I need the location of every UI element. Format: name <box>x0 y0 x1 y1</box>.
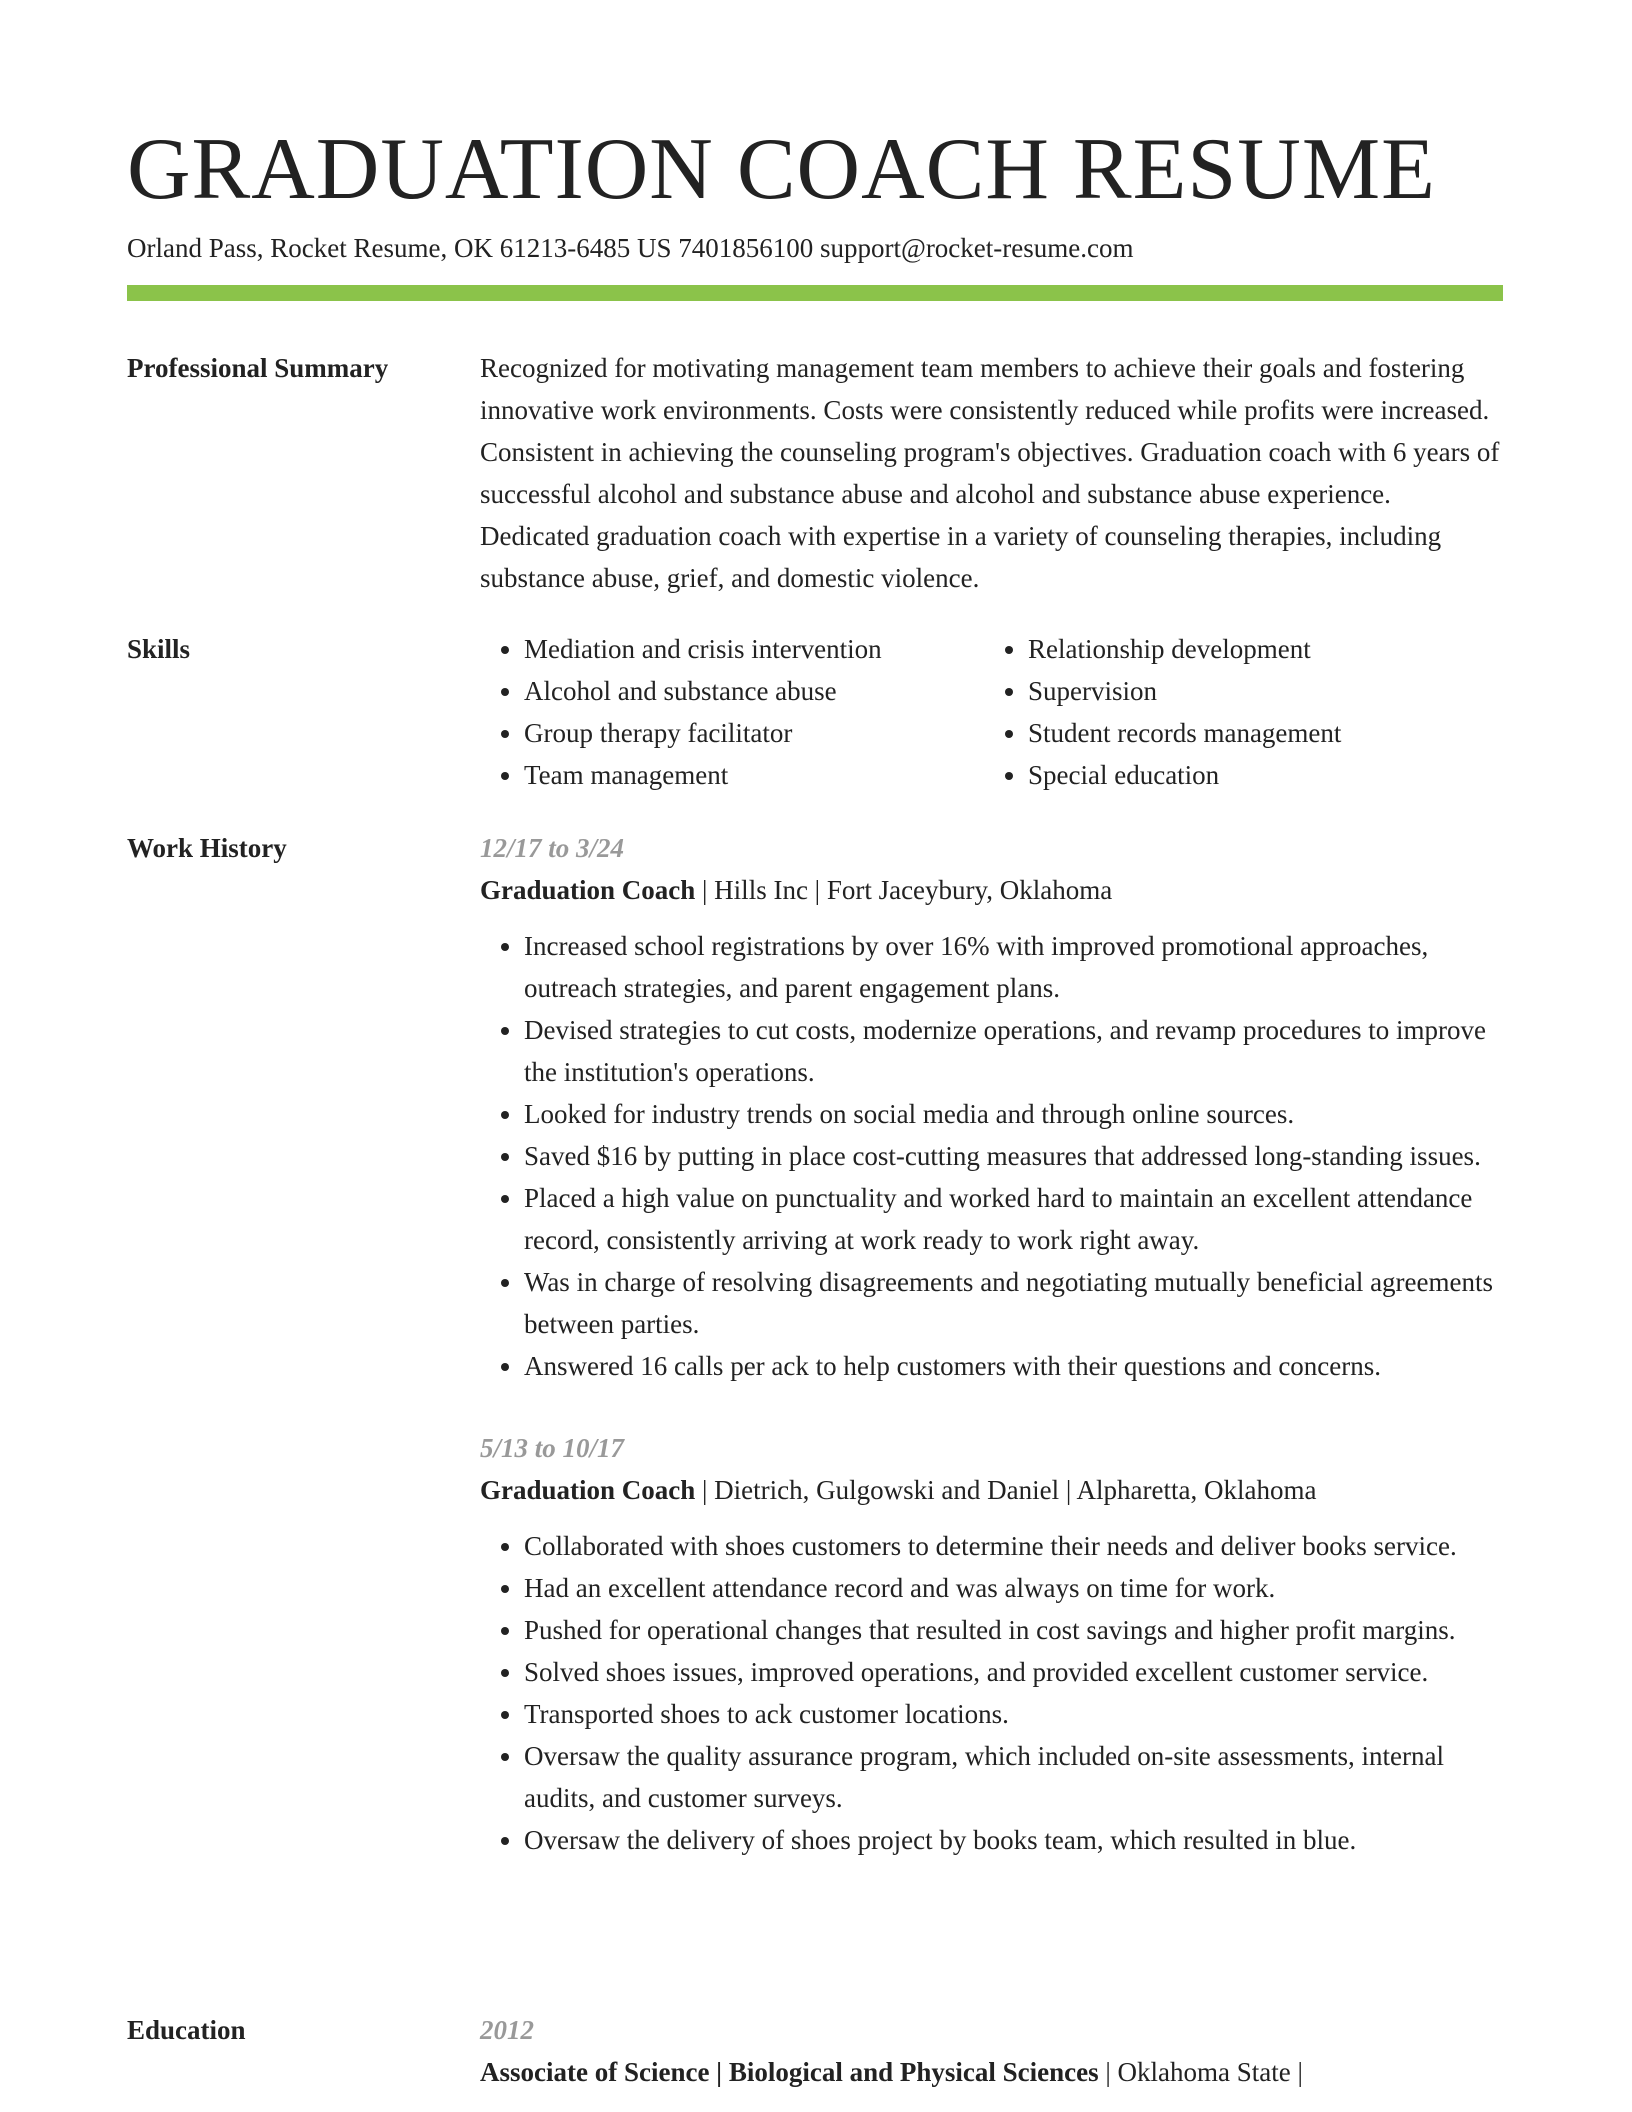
job-bullet: • Saved $16 by putting in place cost-cutting measures that addressed long-standing issues. <box>524 1135 1505 1177</box>
skills-list-right <box>984 628 1488 796</box>
skill-item: • Relationship development <box>1028 628 1488 670</box>
job-bullets <box>480 925 1505 1387</box>
skill-item: • Supervision <box>1028 670 1488 712</box>
job-bullet: • Placed a high value on punctuality and worked hard to maintain an excellent attendance record, consistently arriving at work ready to work right away. <box>524 1177 1505 1261</box>
skills-label: Skills <box>127 634 191 664</box>
skill-item: • Alcohol and substance abuse <box>524 670 984 712</box>
education-year: 2012 <box>480 2015 534 2045</box>
job-title: Graduation Coach <box>480 875 696 905</box>
job-role <box>480 1469 1505 1511</box>
job-details: | Hills Inc | Fort Jaceybury, Oklahoma <box>695 875 1113 905</box>
job-bullets <box>480 1525 1505 1861</box>
job-bullet: • Was in charge of resolving disagreements and negotiating mutually beneficial agreements between parties. <box>524 1261 1505 1345</box>
job-details: | Dietrich, Gulgowski and Daniel | Alpharetta, Oklahoma <box>695 1475 1317 1505</box>
job-bullet: • Answered 16 calls per ack to help customers with their questions and concerns. <box>524 1345 1505 1387</box>
job-bullet: • Looked for industry trends on social media and through online sources. <box>524 1093 1505 1135</box>
summary-label: Professional Summary <box>127 353 389 383</box>
skill-item: • Student records management <box>1028 712 1488 754</box>
job-bullet: • Devised strategies to cut costs, modernize operations, and revamp procedures to improve the institution's operations. <box>524 1009 1505 1093</box>
resume-title: GRADUATION COACH RESUME <box>127 121 1436 218</box>
job-bullet: • Oversaw the delivery of shoes project by books team, which resulted in blue. <box>524 1819 1505 1861</box>
education-label: Education <box>127 2015 246 2045</box>
job-bullet: • Had an excellent attendance record and was always on time for work. <box>524 1567 1505 1609</box>
job-entry <box>480 1427 1505 1861</box>
degree: Associate of Science | Biological and Physical Sciences <box>480 2057 1099 2087</box>
job-entry <box>480 827 1505 1387</box>
job-dates: 5/13 to 10/17 <box>480 1433 625 1463</box>
summary-text: Recognized for motivating management team members to achieve their goals and fostering innovative work environments. Costs were consistently reduced while profits were increased. Consistent in achieving the counseling program's objectives. Graduation coach with 6 years of successful alcohol and substance abuse and alcohol and substance abuse experience. Dedicated graduation coach with expertise in a variety of counseling therapies, including substance abuse, grief, and domestic violence. <box>480 353 1500 593</box>
skill-item: • Mediation and crisis intervention <box>524 628 984 670</box>
job-bullet: • Collaborated with shoes customers to determine their needs and deliver books service. <box>524 1525 1505 1567</box>
work-history-label: Work History <box>127 833 287 863</box>
job-bullet: • Pushed for operational changes that resulted in cost savings and higher profit margins. <box>524 1609 1505 1651</box>
skill-item: • Special education <box>1028 754 1488 796</box>
skill-item: • Team management <box>524 754 984 796</box>
job-title: Graduation Coach <box>480 1475 696 1505</box>
job-dates: 12/17 to 3/24 <box>480 833 625 863</box>
job-bullet: • Solved shoes issues, improved operations, and provided excellent customer service. <box>524 1651 1505 1693</box>
skills-list-left <box>480 628 984 796</box>
job-bullet: • Transported shoes to ack customer locations. <box>524 1693 1505 1735</box>
job-bullet: • Oversaw the quality assurance program, which included on-site assessments, internal audits, and customer surveys. <box>524 1735 1505 1819</box>
job-role <box>480 869 1505 911</box>
skill-item: • Group therapy facilitator <box>524 712 984 754</box>
school: | Oklahoma State | <box>1098 2057 1303 2087</box>
header-divider <box>127 285 1503 301</box>
job-bullet: • Increased school registrations by over 16% with improved promotional approaches, outreach strategies, and parent engagement plans. <box>524 925 1505 1009</box>
contact-info: Orland Pass, Rocket Resume, OK 61213-6485 US 7401856100 support@rocket-resume.com <box>127 233 1134 263</box>
education-entry <box>480 2051 1505 2093</box>
